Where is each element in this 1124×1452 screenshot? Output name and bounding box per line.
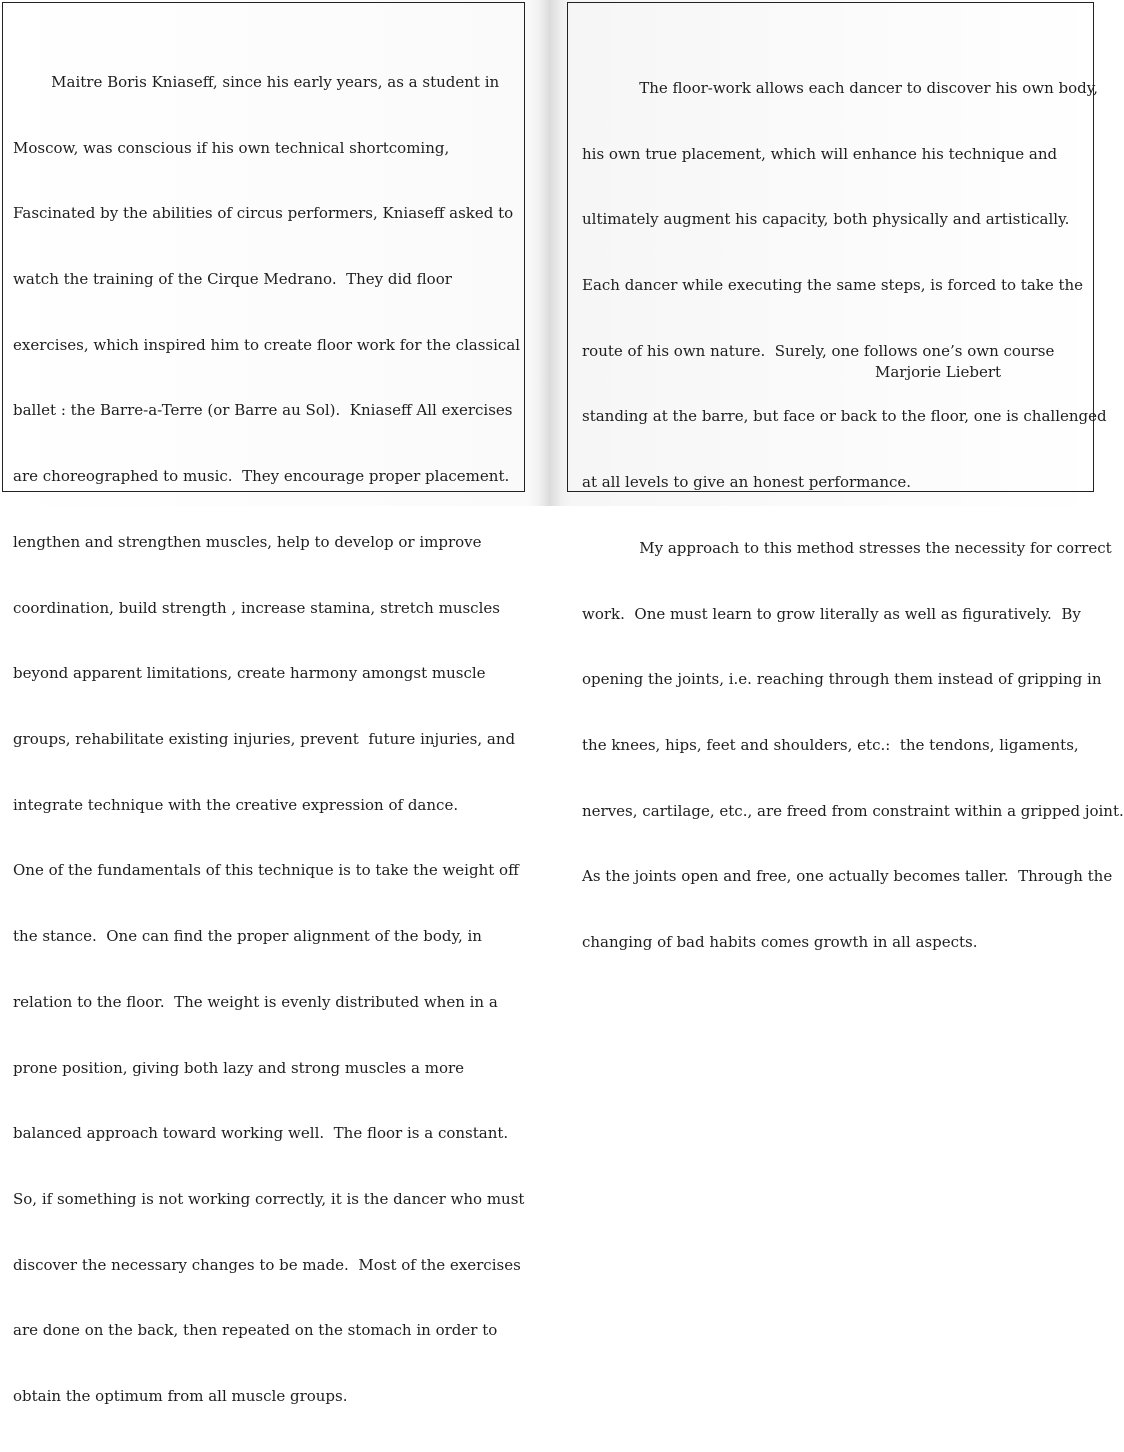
text-line: The floor-work allows each dancer to discover his own body, — [582, 78, 1099, 97]
text-line: changing of bad habits comes growth in all aspects. — [582, 933, 978, 952]
left-body-text — [13, 28, 524, 1452]
text-line: his own true placement, which will enhance his technique and — [582, 144, 1058, 163]
text-line: As the joints open and free, one actually becomes taller. Through the — [582, 867, 1113, 886]
text-line: prone position, giving both lazy and strong muscles a more — [13, 1058, 465, 1077]
left-text-panel — [2, 2, 525, 1406]
text-line: the knees, hips, feet and shoulders, etc.: the tendons, ligaments, — [582, 736, 1079, 754]
text-line: Fascinated by the abilities of circus performers, Kniaseff asked to — [13, 204, 514, 223]
text-line: integrate technique with the creative expression of dance. — [13, 795, 459, 814]
text-line: relation to the floor. The weight is evenly distributed when in a — [13, 992, 498, 1011]
text-line: groups, rehabilitate existing injuries, prevent future injuries, and — [13, 730, 516, 748]
text-line: beyond apparent limitations, create harmony amongst muscle — [13, 664, 486, 683]
text-line: Maitre Boris Kniaseff, since his early years, as a student in — [13, 72, 500, 91]
text-line: route of his own nature. Surely, one follows one’s own course — [582, 341, 1055, 360]
text-line: So, if something is not working correctly, it is the dancer who must — [13, 1190, 525, 1209]
page-fold — [538, 0, 562, 506]
text-line: My approach to this method stresses the necessity for correct — [582, 538, 1112, 557]
text-line: balanced approach toward working well. The floor is a constant. — [13, 1124, 509, 1143]
text-line: One of the fundamentals of this technique is to take the weight off — [13, 861, 519, 880]
author-signature: Marjorie Liebert — [875, 363, 1002, 381]
text-line: Moscow, was conscious if his own technical shortcoming, — [13, 138, 450, 157]
text-line: ballet : the Barre-a-Terre (or Barre au Sol). Kniaseff All exercises — [13, 401, 513, 420]
text-line: discover the necessary changes to be made. Most of the exercises — [13, 1255, 521, 1274]
text-line: are choreographed to music. They encourage proper placement. — [13, 467, 510, 486]
text-line: opening the joints, i.e. reaching through them instead of gripping in — [582, 670, 1102, 689]
text-line: coordination, build strength , increase stamina, stretch muscles — [13, 598, 500, 617]
text-line: the stance. One can find the proper alignment of the body, in — [13, 927, 482, 946]
text-line: nerves, cartilage, etc., are freed from constraint within a gripped joint. — [582, 801, 1124, 820]
text-line: lengthen and strengthen muscles, help to develop or improve — [13, 532, 482, 551]
text-line: obtain the optimum from all muscle groups. — [13, 1387, 348, 1406]
right-text-panel — [567, 2, 1124, 952]
text-line: work. One must learn to grow literally as well as figuratively. By — [582, 604, 1081, 623]
text-line: watch the training of the Cirque Medrano. They did floor — [13, 269, 452, 288]
text-line: ultimately augment his capacity, both physically and artistically. — [582, 210, 1070, 229]
text-line: standing at the barre, but face or back to the floor, one is challenged — [582, 407, 1107, 426]
text-line: Each dancer while executing the same steps, is forced to take the — [582, 275, 1084, 294]
right-body-text — [582, 34, 1124, 998]
text-line: exercises, which inspired him to create floor work for the classical — [13, 335, 521, 354]
text-line: at all levels to give an honest performance. — [582, 473, 912, 492]
text-line: are done on the back, then repeated on the stomach in order to — [13, 1321, 498, 1340]
